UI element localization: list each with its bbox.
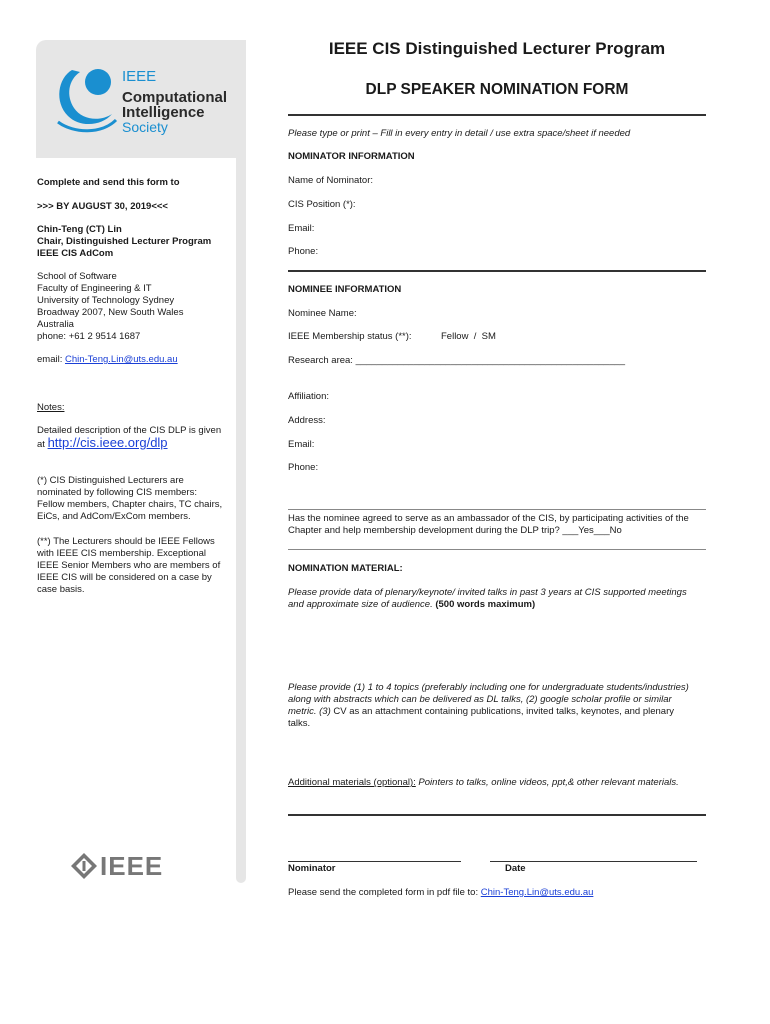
nominator-name-field[interactable]: Name of Nominator:	[288, 175, 374, 186]
notes-at: at	[37, 439, 45, 450]
nominee-heading: NOMINEE INFORMATION	[288, 284, 402, 295]
address-line: Broadway 2007, New South Wales	[37, 307, 184, 318]
nominator-heading: NOMINATOR INFORMATION	[288, 151, 415, 162]
membership-label: IEEE Membership status (**):	[288, 331, 412, 342]
complete-text: Complete and send this form to	[37, 177, 180, 188]
topics-instructions: Please provide (1) 1 to 4 topics (preferably including one for undergraduate students/industries) along with abstracts which can be delivered as DL talks, (2) google scholar profile or similar metric. (3)	[288, 682, 689, 717]
logo-ieee: IEEE	[122, 68, 157, 85]
note-line: (*) CIS Distinguished Lecturers are	[37, 475, 184, 486]
notes-url-row	[37, 437, 168, 451]
nominee-name-field[interactable]: Nominee Name:	[288, 308, 357, 319]
note-2	[37, 536, 220, 596]
material-instructions: Please provide data of plenary/keynote/ invited talks in past 3 years at CIS supported meetings and approximate size of audience.	[288, 587, 687, 610]
nominator-signature-line[interactable]	[288, 850, 461, 862]
additional-label: Additional materials (optional):	[288, 777, 416, 788]
divider	[288, 814, 706, 816]
note-line: with IEEE CIS membership. Exceptional	[37, 548, 206, 559]
address-line: School of Software	[37, 271, 117, 282]
logo-intelligence: Intelligence	[122, 104, 205, 121]
deadline-text: >>> BY AUGUST 30, 2019<<<	[37, 201, 168, 212]
material-limit: (500 words maximum)	[435, 599, 536, 610]
divider	[288, 114, 706, 116]
note-line: (**) The Lecturers should be IEEE Fellows	[37, 536, 215, 547]
date-signature-line[interactable]	[490, 850, 697, 862]
topics-text	[288, 682, 698, 730]
nominator-sig-label: Nominator	[288, 863, 336, 874]
nominator-email-field[interactable]: Email:	[288, 223, 315, 234]
ieee-logo-text: IEEE	[100, 851, 164, 881]
divider	[288, 270, 706, 272]
instructions: Please type or print – Fill in every entry in detail / use extra space/sheet if needed	[288, 128, 631, 139]
email-row	[37, 354, 178, 366]
cis-logo-icon	[50, 64, 120, 134]
divider	[288, 549, 706, 550]
address-line: Faculty of Engineering & IT	[37, 283, 152, 294]
address-line: Australia	[37, 319, 74, 330]
note-line: case basis.	[37, 584, 85, 595]
ambassador-question[interactable]: Has the nominee agreed to serve as an ambassador of the CIS, by participating activities of the Chapter and help membership development during the DLP trip? ___Yes___No	[288, 513, 689, 536]
additional-text: Pointers to talks, online videos, ppt,& other relevant materials.	[415, 777, 679, 788]
contact-address	[37, 271, 183, 343]
note-line: IEEE CIS will be considered on a case by	[37, 572, 212, 583]
additional-row	[288, 777, 679, 789]
nominee-phone-field[interactable]: Phone:	[288, 462, 319, 473]
email-label: email:	[37, 354, 63, 365]
contact-org: IEEE CIS AdCom	[37, 248, 114, 259]
form-title: IEEE CIS Distinguished Lecturer Program	[328, 39, 666, 58]
research-area-field[interactable]: Research area: ___________________________________________________	[288, 355, 626, 366]
send-email-link[interactable]: Chin-Teng.Lin@uts.edu.au	[480, 887, 594, 898]
sidebar-strip	[236, 158, 246, 883]
date-sig-label: Date	[505, 863, 526, 874]
notes-line1: Detailed description of the CIS DLP is given	[37, 425, 222, 436]
contact-name: Chin-Teng (CT) Lin	[37, 224, 122, 235]
contact-role: Chair, Distinguished Lecturer Program	[37, 236, 212, 247]
notes-heading: Notes:	[37, 402, 65, 413]
note-line: IEEE Senior Members who are members of	[37, 560, 221, 571]
nominator-phone-field[interactable]: Phone:	[288, 246, 319, 257]
affiliation-field[interactable]: Affiliation:	[288, 391, 330, 402]
divider	[288, 509, 706, 510]
dlp-url-link[interactable]: http://cis.ieee.org/dlp	[47, 435, 168, 450]
address-field[interactable]: Address:	[288, 415, 326, 426]
logo-society: Society	[122, 119, 168, 135]
material-text	[288, 587, 698, 611]
form-subtitle: DLP SPEAKER NOMINATION FORM	[365, 81, 629, 98]
cis-position-field[interactable]: CIS Position (*):	[288, 199, 356, 210]
logo-computational: Computational	[122, 89, 227, 106]
note-line: nominated by following CIS members:	[37, 487, 197, 498]
send-row	[288, 887, 593, 899]
note-line: Fellow members, Chapter chairs, TC chairs,	[37, 499, 223, 510]
note-line: EiCs, and AdCom/ExCom members.	[37, 511, 191, 522]
nominee-email-field[interactable]: Email:	[288, 439, 315, 450]
send-text: Please send the completed form in pdf file to:	[288, 887, 481, 898]
material-heading: NOMINATION MATERIAL:	[288, 563, 403, 574]
address-line: University of Technology Sydney	[37, 295, 175, 306]
address-line: phone: +61 2 9514 1687	[37, 331, 141, 342]
note-1	[37, 475, 222, 523]
topics-rest: CV as an attachment containing publications, invited talks, keynotes, and plenary talks.	[288, 706, 675, 729]
email-link[interactable]: Chin-Teng.Lin@uts.edu.au	[64, 354, 178, 365]
ieee-diamond-icon	[70, 852, 98, 880]
membership-options[interactable]: Fellow / SM	[441, 331, 496, 342]
